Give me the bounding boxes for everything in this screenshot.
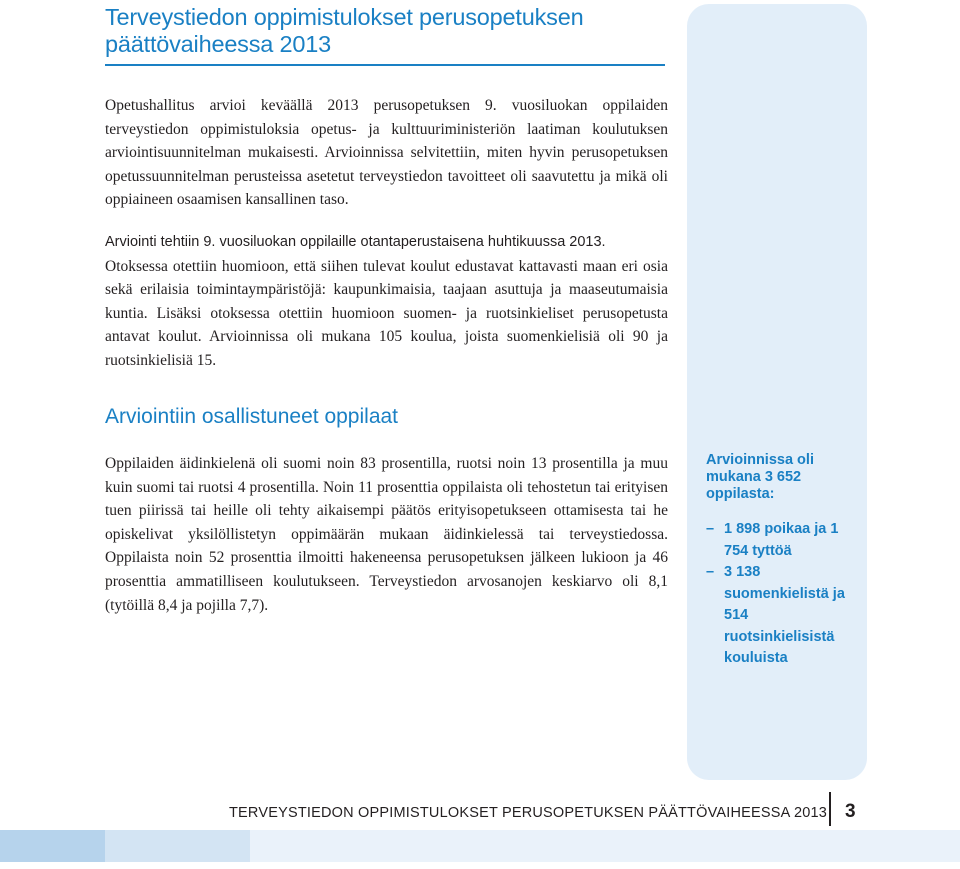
footer-running-title: TERVEYSTIEDON OPPIMISTULOKSET PERUSOPETUKSEN PÄÄTTÖVAIHEESSA 2013 xyxy=(229,805,828,821)
footer-band-segment xyxy=(0,830,105,862)
footer-divider xyxy=(829,792,831,826)
sidebar-heading: Arvioinnissa oli mukana 3 652 oppilasta: xyxy=(706,452,814,502)
sidebar-item-text: 1 898 poikaa ja 1 754 tyttöä xyxy=(724,521,839,559)
dash-bullet: – xyxy=(706,521,715,537)
page-title: Terveystiedon oppimistulokset perusopetuksen päättövaiheessa 2013 xyxy=(105,4,584,57)
section-paragraph: Oppilaiden äidinkielenä oli suomi noin 83 prosentilla, ruotsi noin 13 prosentilla ja muu kuin suomi tai ruotsi 4 prosentilla. Noin 11 prosenttia oppilaista oli tehostetun tai erityisen tuen piirissä tai heille oli tehty aikaisempi päätös erityisopetukseen ottamisesta tai he opiskelivat yksilöllistetyn oppimäärän mukaan äidinkielessä tai terveystiedossa. Oppilaista noin 52 prosenttia ilmoitti hakeneensa perusopetuksen jälkeen lukioon ja 46 prosenttia ammatilliseen koulutukseen. Terveystiedon arvosanojen keskiarvo oli 8,1 (tytöillä 8,4 ja pojilla 7,7). xyxy=(105,455,668,614)
sidebar-item-text: 3 138 suomenkielistä ja 514 ruotsinkielisistä kouluista xyxy=(724,564,845,666)
footer-band-segment xyxy=(250,830,960,862)
section-heading: Arviointiin osallistuneet oppilaat xyxy=(105,405,399,428)
intro-paragraph-2-body: Otoksessa otettiin huomioon, että siihen tulevat koulut edustavat kattavasti maan eri osia sekä erilaisia toimintaympäristöjä: kaupunkimaisia, taajaan asuttuja ja maaseutumaisia kuntia. Lisäksi otoksessa otettiin huomioon suomen- ja ruotsinkieliset perusopetusta antavat koulut. Arvioinnissa oli mukana 105 koulua, joista suomenkielisiä oli 90 ja ruotsinkielisiä 15. xyxy=(105,257,668,369)
page-number: 3 xyxy=(845,801,856,822)
footer-band-segment xyxy=(105,830,250,862)
sidebar-list-item xyxy=(706,519,856,562)
intro-paragraph-2 xyxy=(105,230,668,373)
sidebar-list xyxy=(706,519,856,670)
title-divider xyxy=(105,64,665,66)
intro-paragraph-2-lead: Arviointi tehtiin 9. vuosiluokan oppilaille otantaperustaisena huhtikuussa 2013. xyxy=(105,234,606,250)
footer-color-band xyxy=(0,830,960,862)
dash-bullet: – xyxy=(706,564,715,580)
sidebar-list-item xyxy=(706,562,856,670)
intro-paragraph-1: Opetushallitus arvioi keväällä 2013 perusopetuksen 9. vuosiluokan oppilaiden terveystiedon oppimistuloksia opetus- ja kulttuuriministeriön laatiman koulutuksen arviointisuunnitelman mukaisesti. Arvioinnissa selvitettiin, miten hyvin perusopetuksen opetussuunnitelman perusteissa asetetut terveystiedon tavoitteet oli saavutettu ja mikä oli oppiaineen osaamisen kansallinen taso. xyxy=(105,97,668,209)
